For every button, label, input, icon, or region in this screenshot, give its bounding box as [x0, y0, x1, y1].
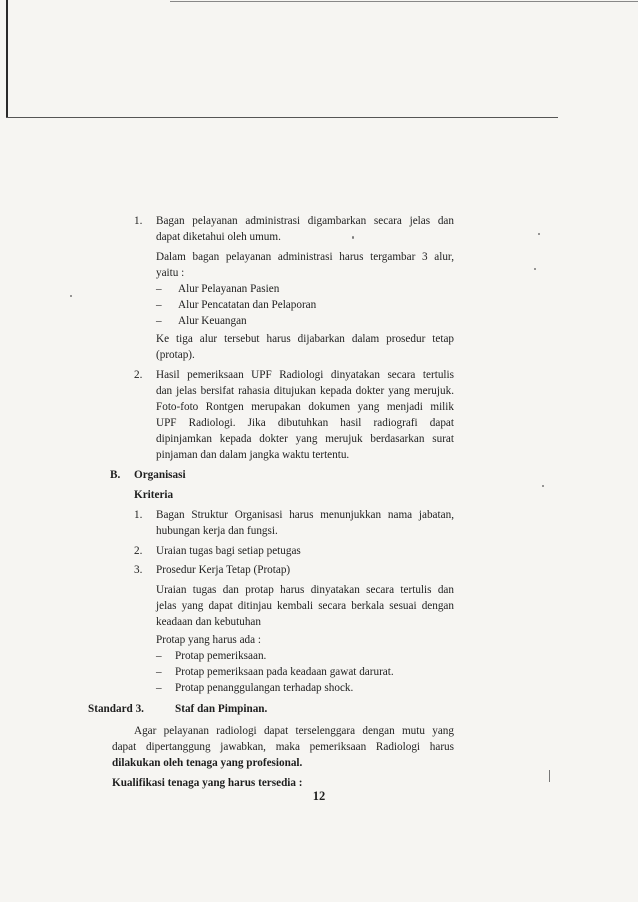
- bullet-dash: –: [156, 666, 162, 678]
- section-b-label: B.: [110, 469, 121, 481]
- criteria-heading: Kriteria: [134, 489, 174, 501]
- bullet-dash: –: [156, 283, 162, 295]
- item-1-line: Bagan pelayanan administrasi digambarkan secara jelas dan: [156, 215, 454, 227]
- standard-3-paragraph-line: dilakukan oleh tenaga yang profesional.: [112, 757, 303, 769]
- standard-3-label: Standard 3.: [88, 703, 144, 715]
- criteria-3-number: 3.: [134, 564, 143, 576]
- standard-3-paragraph-line: Agar pelayanan radiologi dapat terselenggara dengan mutu yang: [134, 725, 454, 737]
- flow-item: Alur Pelayanan Pasien: [178, 283, 280, 295]
- item-2-line: Foto-foto Rontgen merupakan dokumen yang menjadi milik: [156, 401, 454, 413]
- item-2-line: dan jelas bersifat rahasia ditujukan kepada dokter yang merujuk.: [156, 385, 454, 397]
- flow-item: Alur Pencatatan dan Pelaporan: [178, 299, 317, 311]
- criteria-1-line: hubungan kerja dan fungsi.: [156, 525, 278, 537]
- item-1-paragraph-line: Dalam bagan pelayanan administrasi harus tergambar 3 alur,: [156, 251, 454, 263]
- protap-item: Protap pemeriksaan.: [175, 650, 267, 662]
- criteria-3-detail-line: keadaan dan kebutuhan: [156, 616, 261, 628]
- protap-item: Protap pemeriksaan pada keadaan gawat darurat.: [175, 666, 394, 678]
- item-2-line: dipinjamkan kepada dokter yang merujuk berdasarkan surat: [156, 433, 454, 445]
- standard-3-title: Staf dan Pimpinan.: [175, 703, 268, 715]
- criteria-1-number: 1.: [134, 509, 143, 521]
- page-number: 12: [312, 789, 326, 803]
- flow-item: Alur Keuangan: [178, 315, 247, 327]
- item-1-paragraph-line: Ke tiga alur tersebut harus dijabarkan dalam prosedur tetap: [156, 333, 454, 345]
- item-1-line: dapat diketahui oleh umum.: [156, 231, 281, 243]
- bullet-dash: –: [156, 299, 162, 311]
- bullet-dash: –: [156, 650, 162, 662]
- standard-3-paragraph-line: dapat dipertanggung jawabkan, maka pemeriksaan Radiologi harus: [112, 741, 454, 753]
- bullet-dash: –: [156, 315, 162, 327]
- protap-intro: Protap yang harus ada :: [156, 634, 262, 646]
- criteria-3-detail-line: jelas yang dapat ditinjau kembali secara berkala sesuai dengan: [156, 600, 454, 612]
- criteria-3-text: Prosedur Kerja Tetap (Protap): [156, 564, 291, 576]
- protap-item: Protap penanggulangan terhadap shock.: [175, 682, 354, 694]
- criteria-2-number: 2.: [134, 545, 143, 557]
- section-b-title: Organisasi: [134, 469, 186, 481]
- item-1-paragraph-line: yaitu :: [156, 267, 185, 279]
- bullet-dash: –: [156, 682, 162, 694]
- item-2-line: pinjaman dan dalam jangka waktu tertentu.: [156, 449, 350, 461]
- item-1-number: 1.: [134, 215, 143, 227]
- criteria-3-detail-line: Uraian tugas dan protap harus dinyatakan secara tertulis dan: [156, 584, 454, 596]
- item-2-line: Hasil pemeriksaan UPF Radiologi dinyatakan secara tertulis: [156, 369, 454, 381]
- criteria-1-line: Bagan Struktur Organisasi harus menunjukkan nama jabatan,: [156, 509, 454, 521]
- item-2-number: 2.: [134, 369, 143, 381]
- criteria-2-text: Uraian tugas bagi setiap petugas: [156, 545, 301, 557]
- kualifikasi-heading: Kualifikasi tenaga yang harus tersedia :: [112, 777, 303, 789]
- item-2-line: UPF Radiologi. Jika dibutuhkan hasil radiografi dapat: [156, 417, 454, 429]
- item-1-paragraph-line: (protap).: [156, 349, 195, 361]
